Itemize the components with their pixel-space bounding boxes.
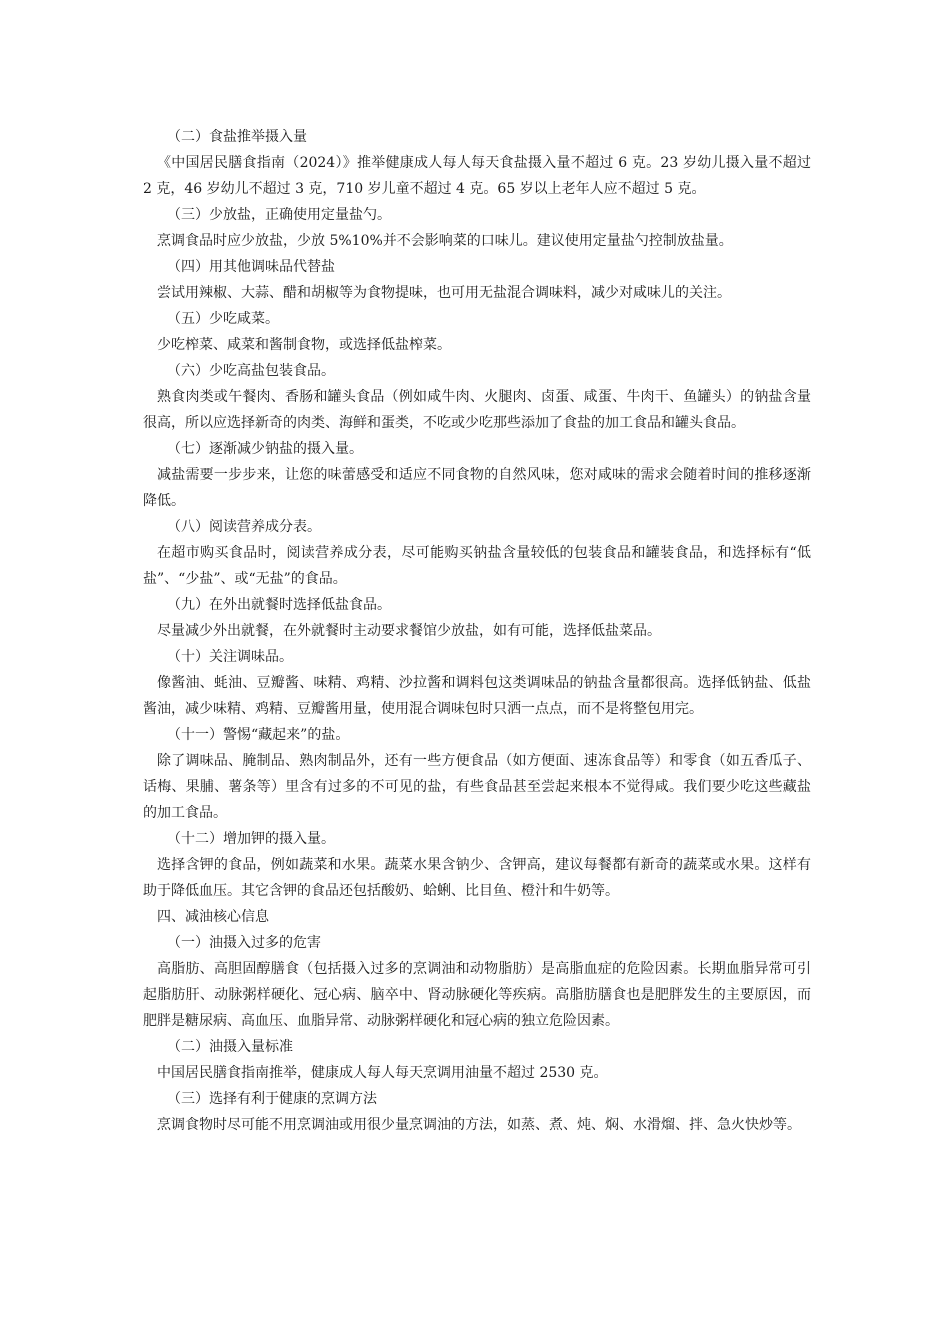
paragraph-salt-7: 减盐需要一步步来，让您的味蕾感受和适应不同食物的自然风味，您对咸味的需求会随着时间的推移逐渐降低。 (143, 467, 811, 509)
section-title-salt-10: （十）关注调味品。 (167, 649, 293, 665)
section-title-salt-9: （九）在外出就餐时选择低盐食品。 (167, 597, 391, 613)
paragraph-salt-8: 在超市购买食品时，阅读营养成分表，尽可能购买钠盐含量较低的包装食品和罐装食品，和选择标有“低盐”、“少盐”、或“无盐”的食品。 (143, 545, 811, 587)
paragraph-salt-4: 尝试用辣椒、大蒜、醋和胡椒等为食物提味，也可用无盐混合调味料，减少对咸味儿的关注。 (157, 285, 731, 301)
paragraph-oil-1: 高脂肪、高胆固醇膳食（包括摄入过多的烹调油和动物脂肪）是高脂血症的危险因素。长期血脂异常可引起脂肪肝、动脉粥样硬化、冠心病、脑卒中、肾动脉硬化等疾病。高脂肪膳食也是肥胖发生的主要原因，而肥胖是糖尿病、高血压、血脂异常、动脉粥样硬化和冠心病的独立危险因素。 (143, 961, 811, 1029)
section-title-salt-6: （六）少吃高盐包装食品。 (167, 363, 335, 379)
section-title-salt-3: （三）少放盐，正确使用定量盐勺。 (167, 207, 391, 223)
section-title-salt-8: （八）阅读营养成分表。 (167, 519, 321, 535)
paragraph-salt-5: 少吃榨菜、咸菜和酱制食物，或选择低盐榨菜。 (157, 337, 451, 353)
section-title-oil-2: （二）油摄入量标准 (167, 1039, 293, 1055)
section-title-oil-1: （一）油摄入过多的危害 (167, 935, 321, 951)
section-title-salt-12: （十二）增加钾的摄入量。 (167, 831, 335, 847)
paragraph-salt-11: 除了调味品、腌制品、熟肉制品外，还有一些方便食品（如方便面、速冻食品等）和零食（如五香瓜子、话梅、果脯、薯条等）里含有过多的不可见的盐，有些食品甚至尝起来根本不觉得咸。我们要少吃这些藏盐的加工食品。 (143, 753, 811, 821)
section-title-salt-7: （七）逐渐减少钠盐的摄入量。 (167, 441, 363, 457)
paragraph-salt-10: 像酱油、蚝油、豆瓣酱、味精、鸡精、沙拉酱和调料包这类调味品的钠盐含量都很高。选择低钠盐、低盐酱油，减少味精、鸡精、豆瓣酱用量，使用混合调味包时只洒一点点，而不是将整包用完。 (143, 675, 811, 717)
paragraph-oil-3: 烹调食物时尽可能不用烹调油或用很少量烹调油的方法，如蒸、煮、炖、焖、水滑熘、拌、急火快炒等。 (157, 1117, 801, 1133)
paragraph-salt-12: 选择含钾的食品，例如蔬菜和水果。蔬菜水果含钠少、含钾高，建议每餐都有新奇的蔬菜或水果。这样有助于降低血压。其它含钾的食品还包括酸奶、蛤蜊、比目鱼、橙汁和牛奶等。 (143, 857, 811, 899)
paragraph-salt-2: 《中国居民膳食指南（2024）》推举健康成人每人每天食盐摄入量不超过 6 克。23 岁幼儿摄入量不超过 2 克，46 岁幼儿不超过 3 克，710 岁儿童不超过 4 克。65 岁以上老年人应不超过 5 克。 (143, 155, 811, 197)
chapter-heading-oil: 四、减油核心信息 (157, 909, 269, 925)
paragraph-salt-9: 尽量减少外出就餐，在外就餐时主动要求餐馆少放盐，如有可能，选择低盐菜品。 (157, 623, 661, 639)
section-title-salt-5: （五）少吃咸菜。 (167, 311, 279, 327)
document-page (143, 124, 811, 1138)
section-title-salt-11: （十一）警惕“藏起来”的盐。 (167, 727, 350, 743)
paragraph-salt-3: 烹调食品时应少放盐，少放 5%10%并不会影响菜的口味儿。建议使用定量盐勺控制放盐量。 (157, 233, 733, 249)
section-title-salt-4: （四）用其他调味品代替盐 (167, 259, 335, 275)
paragraph-oil-2: 中国居民膳食指南推举，健康成人每人每天烹调用油量不超过 2530 克。 (157, 1065, 608, 1081)
paragraph-salt-6: 熟食肉类或午餐肉、香肠和罐头食品（例如咸牛肉、火腿肉、卤蛋、咸蛋、牛肉干、鱼罐头）的钠盐含量很高，所以应选择新奇的肉类、海鲜和蛋类，不吃或少吃那些添加了食盐的加工食品和罐头食品。 (143, 389, 811, 431)
section-title-oil-3: （三）选择有利于健康的烹调方法 (167, 1091, 377, 1107)
section-title-salt-2: （二）食盐推举摄入量 (167, 129, 307, 145)
